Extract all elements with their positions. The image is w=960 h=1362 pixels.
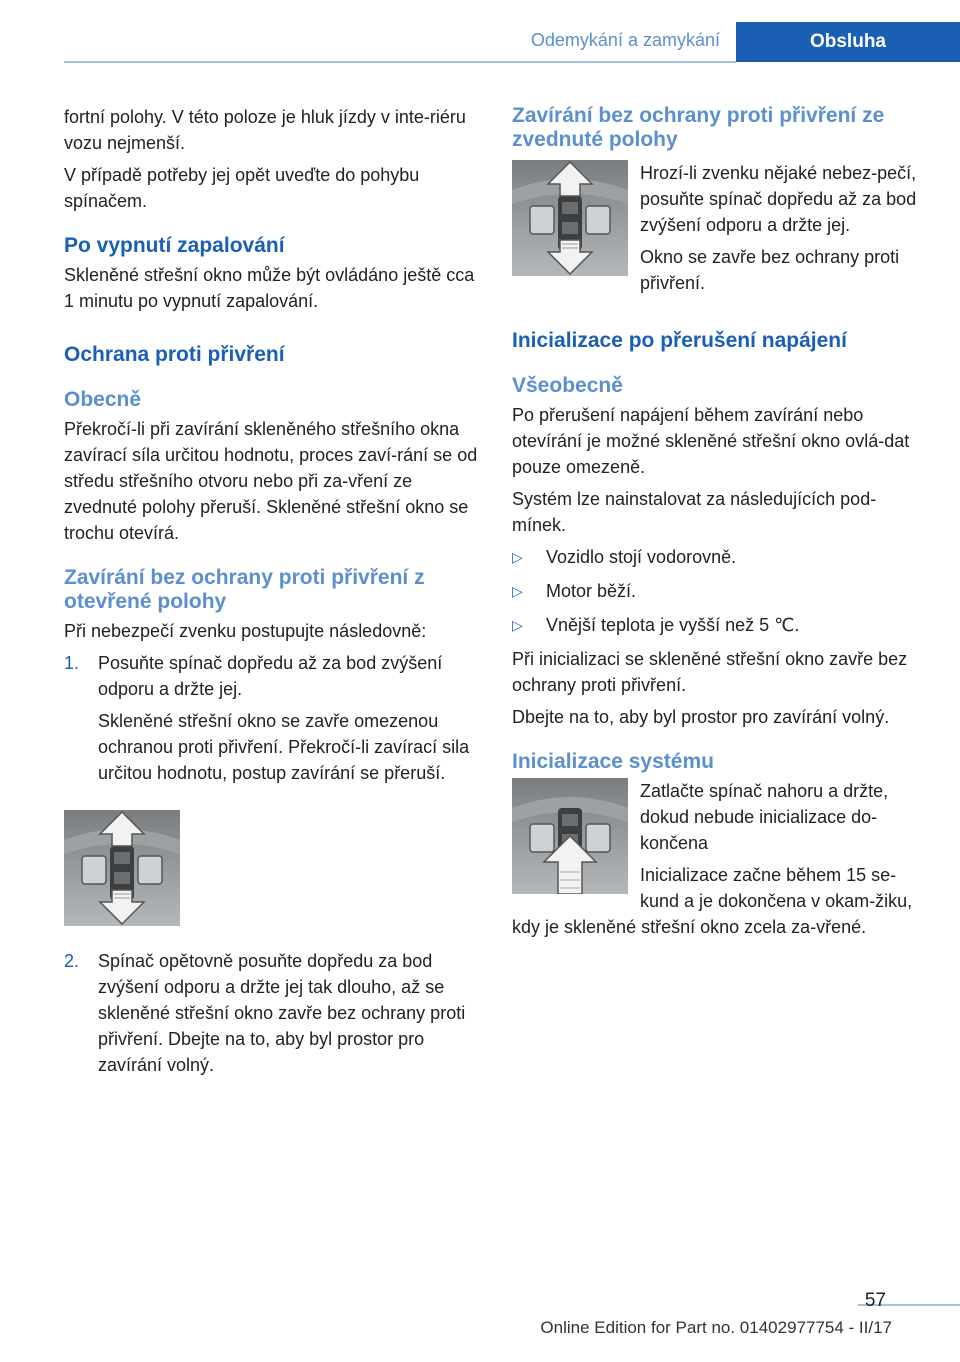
left-column	[64, 104, 482, 1088]
list-item	[512, 612, 930, 638]
step-number: 2.	[64, 951, 80, 971]
triangle-bullet-icon: ▷	[512, 549, 523, 565]
page-number: 57	[864, 1290, 886, 1311]
paragraph: Hrozí-li zvenku nějaké nebez‐pečí, posuňte spínač dopředu až za bod zvýšení odporu a držte jej.	[640, 163, 917, 235]
heading-close-open-position: Zavírání bez ochrany proti přivření z otevřené polohy	[64, 566, 425, 613]
step-1	[64, 650, 482, 792]
roof-switch-image	[512, 160, 628, 276]
heading-ignition: Po vypnutí zapalování	[64, 234, 285, 257]
init-block	[512, 778, 930, 946]
right-column	[512, 104, 930, 946]
section-title: Odemykání a zamykání	[530, 30, 720, 50]
step-subtext: Skleněné střešní okno se zavře omezenou ochranou proti přivření. Překročí-li zavírací sila určitou hodnotu, postup zavírání se přeruší.	[98, 711, 470, 783]
list-item-text: Vnější teplota je vyšší než 5 ℃.	[546, 615, 800, 635]
paragraph: Při inicializaci se skleněné střešní okno zavře bez ochrany proti přivření.	[512, 649, 908, 695]
heading-general-right: Všeobecně	[512, 374, 623, 397]
paragraph: Překročí-li při zavírání skleněného střešního okna zavírací síla určitou hodnotu, proces zaví‐rání se od středu střešního otvoru nebo při za‐vření ze zvednuté polohy přeruší. Skleněné střešní okno se trochu otevírá.	[64, 419, 478, 543]
chapter-tab: Obsluha	[736, 22, 960, 62]
list-item	[512, 544, 930, 570]
switch-illustration-up	[512, 778, 628, 894]
paragraph: V případě potřeby jej opět uveďte do pohybu spínačem.	[64, 165, 420, 211]
roof-switch-image	[512, 778, 628, 894]
list-item-text: Vozidlo stojí vodorovně.	[546, 547, 737, 567]
list-item	[512, 578, 930, 604]
heading-close-raised-position: Zavírání bez ochrany proti přivření ze zvednuté polohy	[512, 104, 885, 151]
heading-general: Obecně	[64, 388, 142, 411]
heading-initialization: Inicializace po přerušení napájení	[512, 329, 847, 352]
heading-system-initialization: Inicializace systému	[512, 750, 714, 773]
raised-block	[512, 160, 930, 302]
header-rule	[64, 61, 736, 63]
page-header	[0, 0, 960, 62]
paragraph: Zatlačte spínač nahoru a držte, dokud nebude inicializace do‐končena	[640, 781, 889, 853]
step-text: Spínač opětovně posuňte dopředu za bod zvýšení odporu a držte jej tak dlouho, až se skleněné střešní okno zavře bez ochrany proti přivření. Dbejte na to, aby byl prostor pro zavírání volný.	[98, 951, 466, 1075]
step-text: Posuňte spínač dopředu až za bod zvýšení odporu a držte jej.	[98, 653, 443, 699]
switch-illustration-raised	[512, 160, 628, 276]
paragraph: Skleněné střešní okno může být ovládáno ještě cca 1 minutu po vypnutí zapalování.	[64, 265, 475, 311]
step-2	[64, 948, 482, 1084]
heading-pinch-protection: Ochrana proti přivření	[64, 343, 285, 366]
roof-switch-image	[64, 810, 180, 926]
triangle-bullet-icon: ▷	[512, 583, 523, 599]
switch-illustration-forward	[64, 810, 482, 926]
paragraph: Inicializace začne během 15 se‐kund a je dokončena v okam‐žiku, kdy je skleněné střešní okno zcela za‐vřené.	[512, 865, 913, 937]
paragraph: Okno se zavře bez ochrany proti přivření.	[640, 247, 900, 293]
edition-note: Online Edition for Part no. 01402977754 - II/17	[540, 1318, 892, 1337]
paragraph: Dbejte na to, aby byl prostor pro zavírání volný.	[512, 707, 890, 727]
paragraph: Při nebezpečí zvenku postupujte následovně:	[64, 621, 427, 641]
step-number: 1.	[64, 653, 80, 673]
list-item-text: Motor běží.	[546, 581, 637, 601]
paragraph: Systém lze nainstalovat za následujících pod‐mínek.	[512, 489, 877, 535]
paragraph: fortní polohy. V této poloze je hluk jízdy v inte‐riéru vozu nejmenší.	[64, 107, 466, 153]
triangle-bullet-icon: ▷	[512, 617, 523, 633]
paragraph: Po přerušení napájení během zavírání nebo otevírání je možné skleněné střešní okno ovlá‐dat pouze omezeně.	[512, 405, 910, 477]
